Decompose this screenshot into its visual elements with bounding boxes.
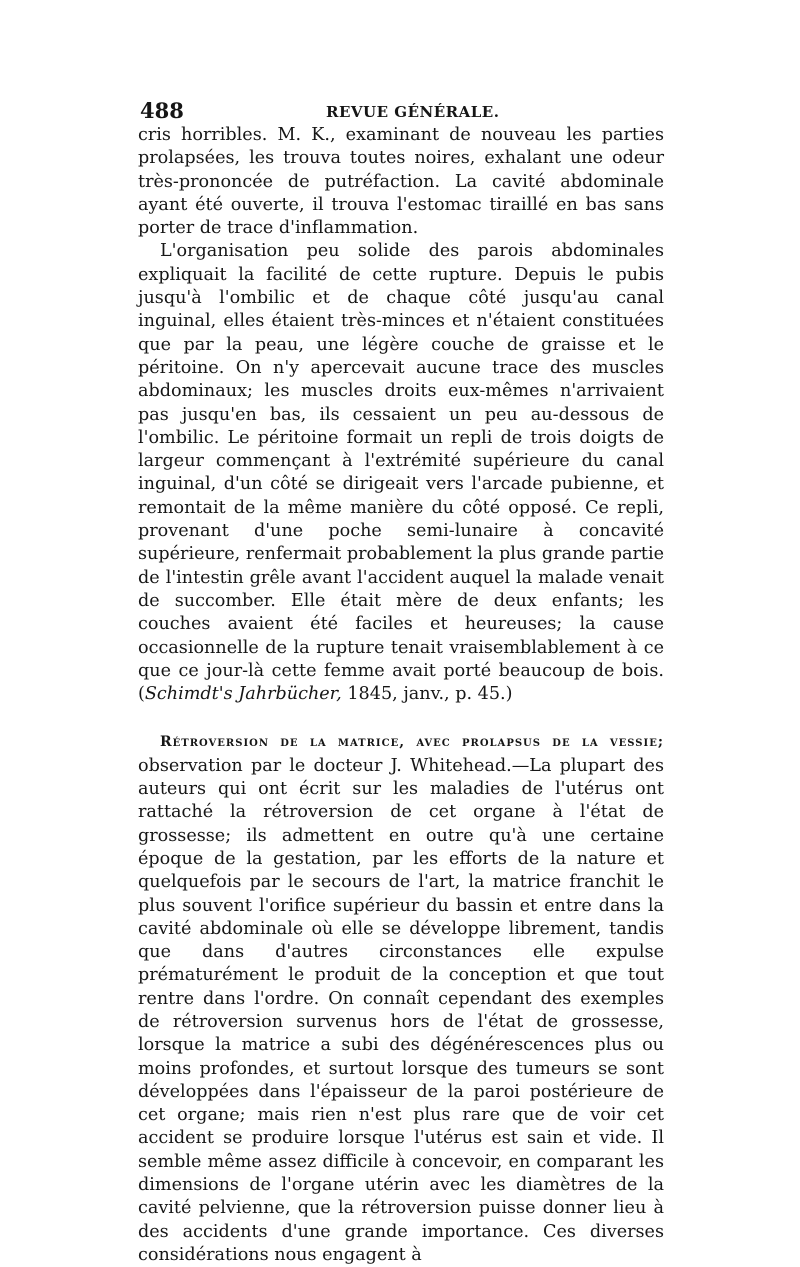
section-paragraph xyxy=(138,730,664,1267)
page-body xyxy=(138,124,664,1267)
section-gap xyxy=(138,706,664,730)
running-title: REVUE GÉNÉRALE. xyxy=(326,103,500,121)
paragraph-2 xyxy=(138,240,664,706)
paragraph-1: cris horribles. M. K., examinant de nouveau les parties prolapsées, les trouva toutes noires, exhalant une odeur très-prononcée de putréfaction. La cavité abdominale ayant été ouverte, il trouva l'estomac tiraillé en bas sans porter de trace d'inflammation. xyxy=(138,125,664,239)
section-heading: Rétroversion de la matrice, avec prolapsus de la vessie; xyxy=(160,734,664,751)
paragraph-2-text: L'organisation peu solide des parois abdominales expliquait la facilité de cette rupture. Depuis le pubis jusqu'à l'ombilic et de chaque côté jusqu'au canal inguinal, elles étaient très-minces et n'étaient constituées que par la peau, une légère couche de graisse et le péritoine. On n'y apercevait aucune trace des muscles abdominaux; les muscles droits eux-mêmes n'arrivaient pas jusqu'en bas, ils cessaient un peu au-dessous de l'ombilic. Le péritoine formait un repli de trois doigts de largeur commençant à l'extrémité supérieure du canal inguinal, d'un côté se dirigeait vers l'arcade pubienne, et remontait de la même manière du côté opposé. Ce repli, provenant d'une poche semi-lunaire à concavité supérieure, renfermait probablement la plus grande partie de l'intestin grêle avant l'accident auquel la malade venait de succomber. Elle était mère de deux enfants; les couches avaient été faciles et heureuses; la cause occasionnelle de la rupture tenait vraisemblablement à ce que ce jour-là cette femme avait porté beaucoup de bois. ( xyxy=(138,241,664,705)
citation-details: 1845, janv., p. 45.) xyxy=(341,684,513,705)
citation-journal: Schimdt's Jahrbücher, xyxy=(144,684,342,705)
section-text: observation par le docteur J. Whitehead.—La plupart des auteurs qui ont écrit sur les maladies de l'utérus ont rattaché la rétroversion de cet organe à l'état de grossesse; ils admettent en outre qu'à une certaine époque de la gestation, par les efforts de la nature et quelquefois par le secours de l'art, la matrice franchit le plus souvent l'orifice supérieur du bassin et entre dans la cavité abdominale où elle se développe librement, tandis que dans d'autres circonstances elle expulse prématurément le produit de la conception et que tout rentre dans l'ordre. On connaît cependant des exemples de rétroversion survenus hors de l'état de grossesse, lorsque la matrice a subi des dégénérescences plus ou moins profondes, et surtout lorsque des tumeurs se sont développées dans l'épaisseur de la paroi postérieure de cet organe; mais rien n'est plus rare que de voir cet accident se produire lorsque l'utérus est sain et vide. Il semble même assez difficile à concevoir, en comparant les dimensions de l'organe utérin avec les diamètres de la cavité pelvienne, que la rétroversion puisse donner lieu à des accidents d'une grande importance. Ces diverses considérations nous engagent à xyxy=(138,755,664,1265)
page-header xyxy=(140,98,665,124)
page-number: 488 xyxy=(140,98,184,123)
